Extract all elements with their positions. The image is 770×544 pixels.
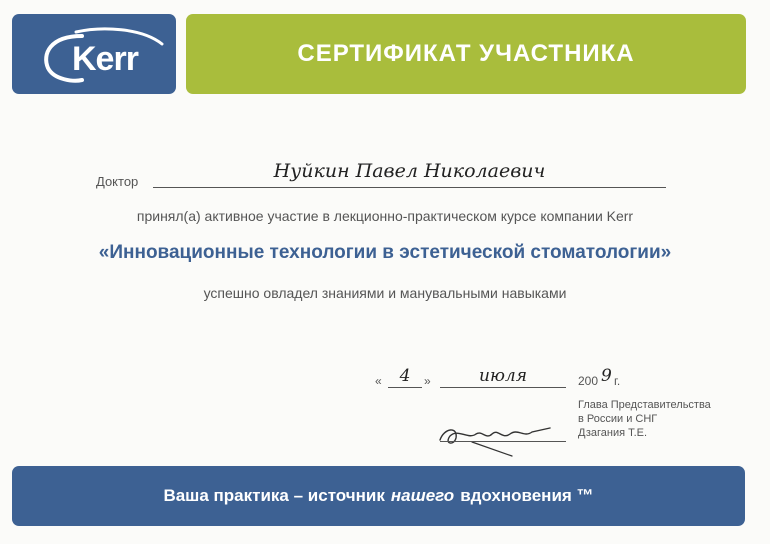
date-year-prefix: 200 (578, 374, 599, 388)
date-year-digit: 9 (601, 366, 612, 386)
signer-title: Глава Представительства (578, 399, 711, 411)
date-month-underline (440, 387, 566, 388)
signer-block (578, 398, 711, 440)
footer-slogan-banner (12, 466, 745, 526)
handwritten-signature (432, 418, 562, 458)
title-banner (186, 14, 746, 94)
date-day-underline (388, 387, 422, 388)
certificate-title: СЕРТИФИКАТ УЧАСТНИКА (297, 40, 635, 67)
participation-text: принял(а) активное участие в лекционно-практическом курсе компании Kerr (136, 208, 634, 224)
doctor-label: Доктор (96, 174, 139, 189)
date-month: июля (479, 366, 527, 386)
date-day: 4 (399, 366, 411, 386)
slogan-part3: вдохновения ™ (460, 486, 594, 505)
slogan-part2: нашего (390, 486, 455, 505)
signature-underline (440, 441, 566, 442)
mastered-text: успешно овладел знаниями и манувальными навыками (203, 285, 567, 301)
date-quote-open: « (375, 374, 382, 388)
date-quote-close: » (424, 374, 431, 388)
doctor-underline (153, 187, 666, 188)
doctor-name: Нуйкин Павел Николаевич (273, 160, 546, 182)
logo-text: Kerr (72, 40, 138, 78)
signer-region: в России и СНГ (578, 413, 658, 425)
signer-name: Дзагания Т.Е. (578, 427, 648, 439)
slogan-part1: Ваша практика – источник (163, 486, 385, 505)
course-title: «Инновационные технологии в эстетической стоматологии» (98, 242, 672, 263)
kerr-logo (12, 14, 176, 94)
date-year-suffix: г. (614, 374, 621, 388)
